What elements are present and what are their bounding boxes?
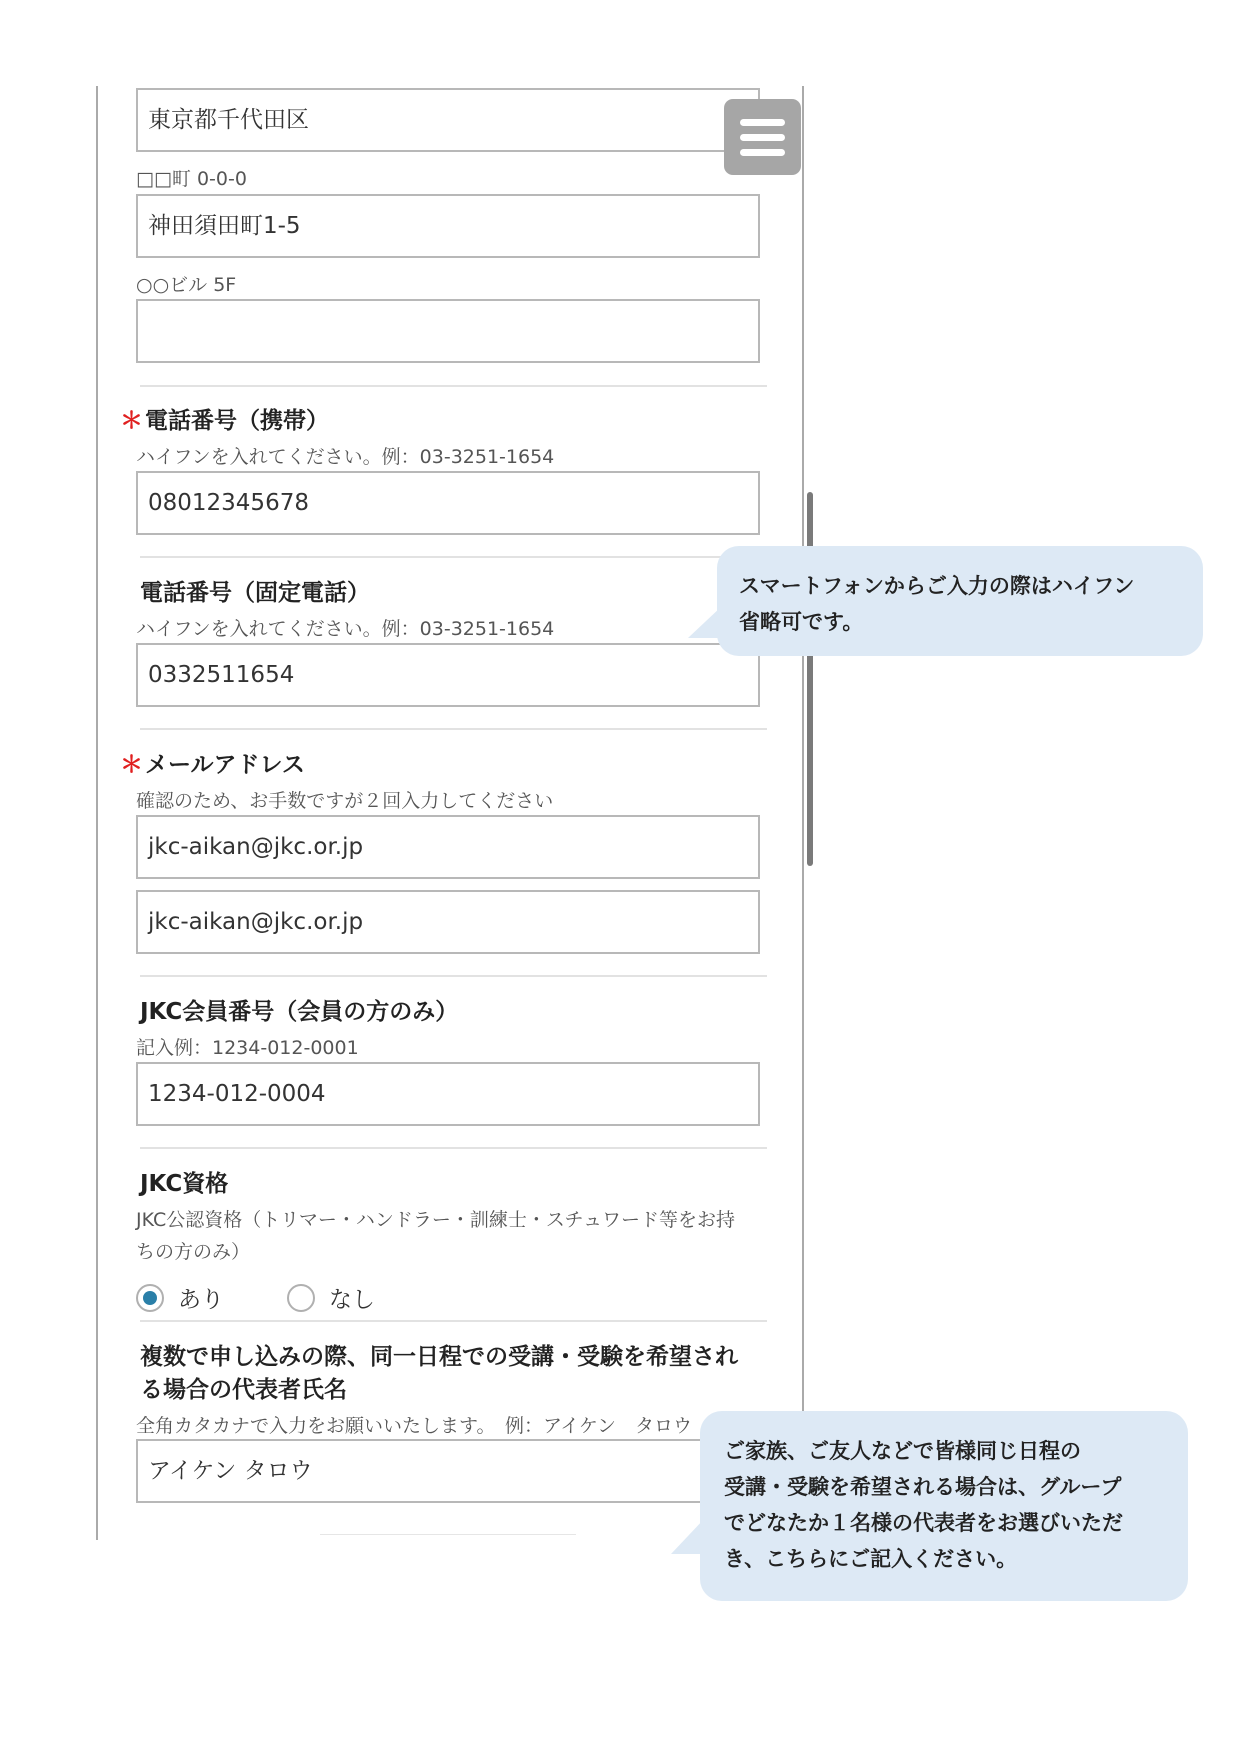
email-hint: 確認のため、お手数ですが２回入力してください [136, 790, 554, 812]
qualification-radio-no[interactable] [287, 1284, 315, 1312]
phone-callout-bubble [717, 546, 1203, 656]
qualification-radio-yes[interactable] [136, 1284, 164, 1312]
menu-bar [740, 119, 785, 126]
menu-bar [740, 134, 785, 141]
section-divider [140, 1147, 767, 1149]
representative-callout-line1: ご家族、ご友人などで皆様同じ日程の [724, 1439, 1081, 1463]
phone-callout-line2: 省略可です。 [739, 610, 864, 634]
mobile-phone-label [120, 402, 329, 435]
email-confirm-input[interactable]: jkc-aikan@jkc.or.jp [136, 890, 760, 954]
email-label [120, 746, 305, 779]
representative-callout-line4: き、こちらにご記入ください。 [724, 1547, 1018, 1571]
qualification-radio-yes-label[interactable]: あり [178, 1287, 224, 1313]
section-divider [140, 1320, 767, 1322]
required-mark: ＊ [120, 752, 143, 778]
qualification-hint-line2: ちの方のみ） [136, 1241, 251, 1263]
representative-callout-tail [671, 1518, 705, 1554]
qualification-radio-no-label[interactable]: なし [329, 1287, 375, 1313]
email-input[interactable]: jkc-aikan@jkc.or.jp [136, 815, 760, 879]
section-divider [140, 975, 767, 977]
representative-label-line1: 複数で申し込みの際、同一日程での受講・受験を希望され [140, 1344, 738, 1370]
member-number-input[interactable]: 1234-012-0004 [136, 1062, 760, 1126]
form-bottom-line [320, 1534, 576, 1535]
representative-input[interactable]: アイケン タロウ [136, 1439, 760, 1503]
building-hint: ○○ビル 5F [136, 274, 237, 296]
street-hint: □□町 0-0-0 [136, 168, 247, 190]
email-label-text: メールアドレス [145, 752, 305, 778]
member-number-label: JKC会員番号（会員の方のみ） [140, 999, 459, 1025]
representative-callout-line3: でどなたか１名様の代表者をお選びいただ [724, 1511, 1123, 1535]
representative-hint: 全角カタカナで入力をお願いいたします。 例：アイケン タロウ [136, 1415, 692, 1437]
phone-callout-tail [688, 606, 722, 638]
building-input[interactable] [136, 299, 760, 363]
menu-bar [740, 149, 785, 156]
mobile-phone-label-text: 電話番号（携帯） [145, 408, 329, 434]
landline-phone-input[interactable]: 0332511654 [136, 643, 760, 707]
section-divider [140, 556, 767, 558]
section-divider [140, 385, 767, 387]
landline-phone-label: 電話番号（固定電話） [140, 580, 370, 606]
representative-callout-bubble [700, 1411, 1188, 1601]
representative-label-line2: る場合の代表者氏名 [140, 1377, 347, 1403]
member-number-hint: 記入例：1234-012-0001 [136, 1037, 359, 1059]
hamburger-menu-icon[interactable] [724, 99, 801, 175]
representative-callout-line2: 受講・受験を希望される場合は、グループ [724, 1475, 1122, 1499]
phone-callout-line1: スマートフォンからご入力の際はハイフン [739, 574, 1135, 598]
required-mark: ＊ [120, 408, 143, 434]
qualification-hint-line1: JKC公認資格（トリマー・ハンドラー・訓練士・スチュワード等をお持 [136, 1209, 735, 1231]
street-input[interactable]: 神田須田町1-5 [136, 194, 760, 258]
mobile-phone-input[interactable]: 08012345678 [136, 471, 760, 535]
radio-selected-dot [143, 1291, 157, 1305]
section-divider [140, 728, 767, 730]
city-input[interactable]: 東京都千代田区 [136, 88, 760, 152]
mobile-phone-hint: ハイフンを入れてください。例：03-3251-1654 [136, 446, 555, 468]
qualification-label: JKC資格 [140, 1171, 229, 1197]
landline-phone-hint: ハイフンを入れてください。例：03-3251-1654 [136, 618, 555, 640]
